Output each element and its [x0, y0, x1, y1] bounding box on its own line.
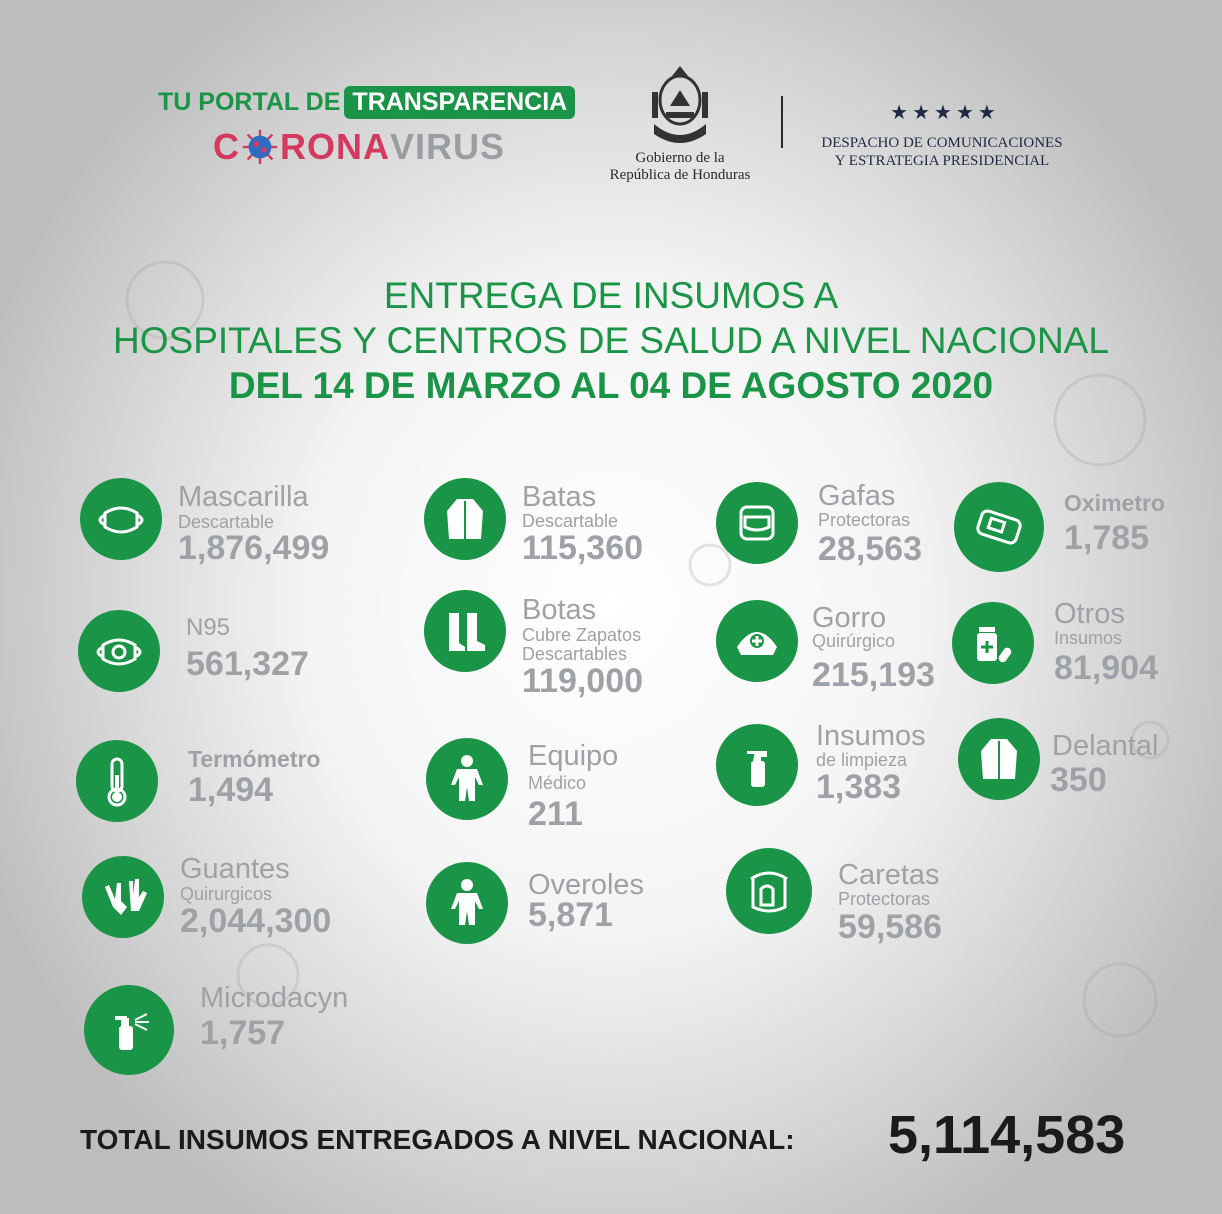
- cleaning-bottle-icon: [716, 724, 798, 806]
- total-value: 5,114,583: [888, 1105, 1126, 1165]
- gafas-value: 28,563: [818, 530, 922, 568]
- title-line3: DEL 14 DE MARZO AL 04 DE AGOSTO 2020: [228, 365, 994, 406]
- otros-sub: Insumos: [1054, 628, 1123, 648]
- gloves-icon: [82, 856, 164, 938]
- mascarilla-sub: Descartable: [178, 512, 275, 532]
- boots-icon: [424, 590, 506, 672]
- gafas-sub: Protectoras: [818, 510, 911, 530]
- thermometer-icon: [76, 740, 158, 822]
- microdacyn-name: Microdacyn: [200, 982, 349, 1014]
- portal-highlight: TRANSPARENCIA: [344, 86, 575, 119]
- surgical-cap-icon: [716, 600, 798, 682]
- n95-value: 561,327: [186, 645, 309, 683]
- limpieza-value: 1,383: [816, 768, 902, 806]
- guantes-sub: Quirurgicos: [180, 884, 273, 904]
- mascarilla-name: Mascarilla: [178, 481, 309, 513]
- total-label: TOTAL INSUMOS ENTREGADOS A NIVEL NACIONAL:: [80, 1124, 795, 1155]
- caretas-name: Caretas: [838, 859, 940, 891]
- medicine-supplies-icon: [952, 602, 1034, 684]
- title-line2: HOSPITALES Y CENTROS DE SALUD A NIVEL NACIONAL: [113, 320, 1109, 361]
- oximetro-value: 1,785: [1064, 519, 1150, 557]
- batas-sub: Descartable: [522, 511, 619, 531]
- gafas-name: Gafas: [818, 480, 896, 512]
- limpieza-sub: de limpieza: [816, 750, 908, 770]
- coronavirus-brand: [213, 126, 505, 168]
- corona-letters-virus: VIRUS: [390, 126, 506, 167]
- despacho-line2: Y ESTRATEGIA PRESIDENCIAL: [834, 153, 1050, 169]
- guantes-name: Guantes: [180, 853, 290, 885]
- gorro-sub: Quirúrgico: [812, 631, 896, 651]
- delantal-value: 350: [1050, 761, 1107, 799]
- caretas-value: 59,586: [838, 908, 942, 946]
- despacho-stars: ★★★★★: [890, 102, 1000, 124]
- oximeter-icon: [954, 482, 1044, 572]
- despacho-line1: DESPACHO DE COMUNICACIONES: [821, 135, 1063, 151]
- equipo-name: Equipo: [528, 740, 619, 772]
- spray-icon: [84, 985, 174, 1075]
- oximetro-name: Oximetro: [1064, 490, 1165, 516]
- corona-letters-rona: RONA: [280, 126, 390, 167]
- otros-name: Otros: [1054, 598, 1125, 630]
- equipo-sub: Médico: [528, 773, 587, 793]
- equipo-value: 211: [528, 795, 583, 833]
- header-divider: [781, 96, 783, 148]
- gorro-name: Gorro: [812, 602, 887, 634]
- delantal-name: Delantal: [1052, 730, 1159, 762]
- gown-icon: [424, 478, 506, 560]
- batas-name: Batas: [522, 481, 597, 513]
- n95-mask-icon: [78, 610, 160, 692]
- title-line1: ENTREGA DE INSUMOS A: [383, 275, 839, 316]
- mask-icon: [80, 478, 162, 560]
- goggles-icon: [716, 482, 798, 564]
- otros-value: 81,904: [1054, 649, 1158, 687]
- protective-suit-icon: [426, 738, 508, 820]
- portal-brand: [158, 86, 575, 119]
- overoles-value: 5,871: [528, 896, 614, 934]
- mascarilla-value: 1,876,499: [178, 529, 330, 567]
- microdacyn-value: 1,757: [200, 1014, 286, 1052]
- guantes-value: 2,044,300: [180, 902, 332, 940]
- honduras-coat-of-arms-icon: [648, 62, 712, 146]
- n95-name: N95: [186, 614, 231, 641]
- corona-letter-c: C: [213, 126, 240, 167]
- overoles-name: Overoles: [528, 869, 645, 901]
- caretas-sub: Protectoras: [838, 889, 931, 909]
- gobierno-text: [588, 150, 772, 184]
- gorro-value: 215,193: [812, 656, 935, 694]
- limpieza-name: Insumos: [816, 720, 926, 752]
- gobierno-line2: República de Honduras: [609, 167, 751, 183]
- botas-name: Botas: [522, 594, 597, 626]
- botas-sub1: Cubre Zapatos: [522, 625, 642, 645]
- face-shield-icon: [726, 848, 812, 934]
- termometro-name: Termómetro: [188, 746, 321, 772]
- termometro-value: 1,494: [188, 771, 274, 809]
- despacho-text: [808, 134, 1076, 170]
- botas-value: 119,000: [522, 662, 644, 700]
- batas-value: 115,360: [522, 529, 644, 567]
- gobierno-line1: Gobierno de la: [635, 150, 725, 166]
- portal-prefix: TU PORTAL DE: [158, 88, 341, 116]
- botas-sub2: Descartables: [522, 644, 628, 664]
- coverall-icon: [426, 862, 508, 944]
- apron-icon: [958, 718, 1040, 800]
- virus-icon: [241, 128, 279, 166]
